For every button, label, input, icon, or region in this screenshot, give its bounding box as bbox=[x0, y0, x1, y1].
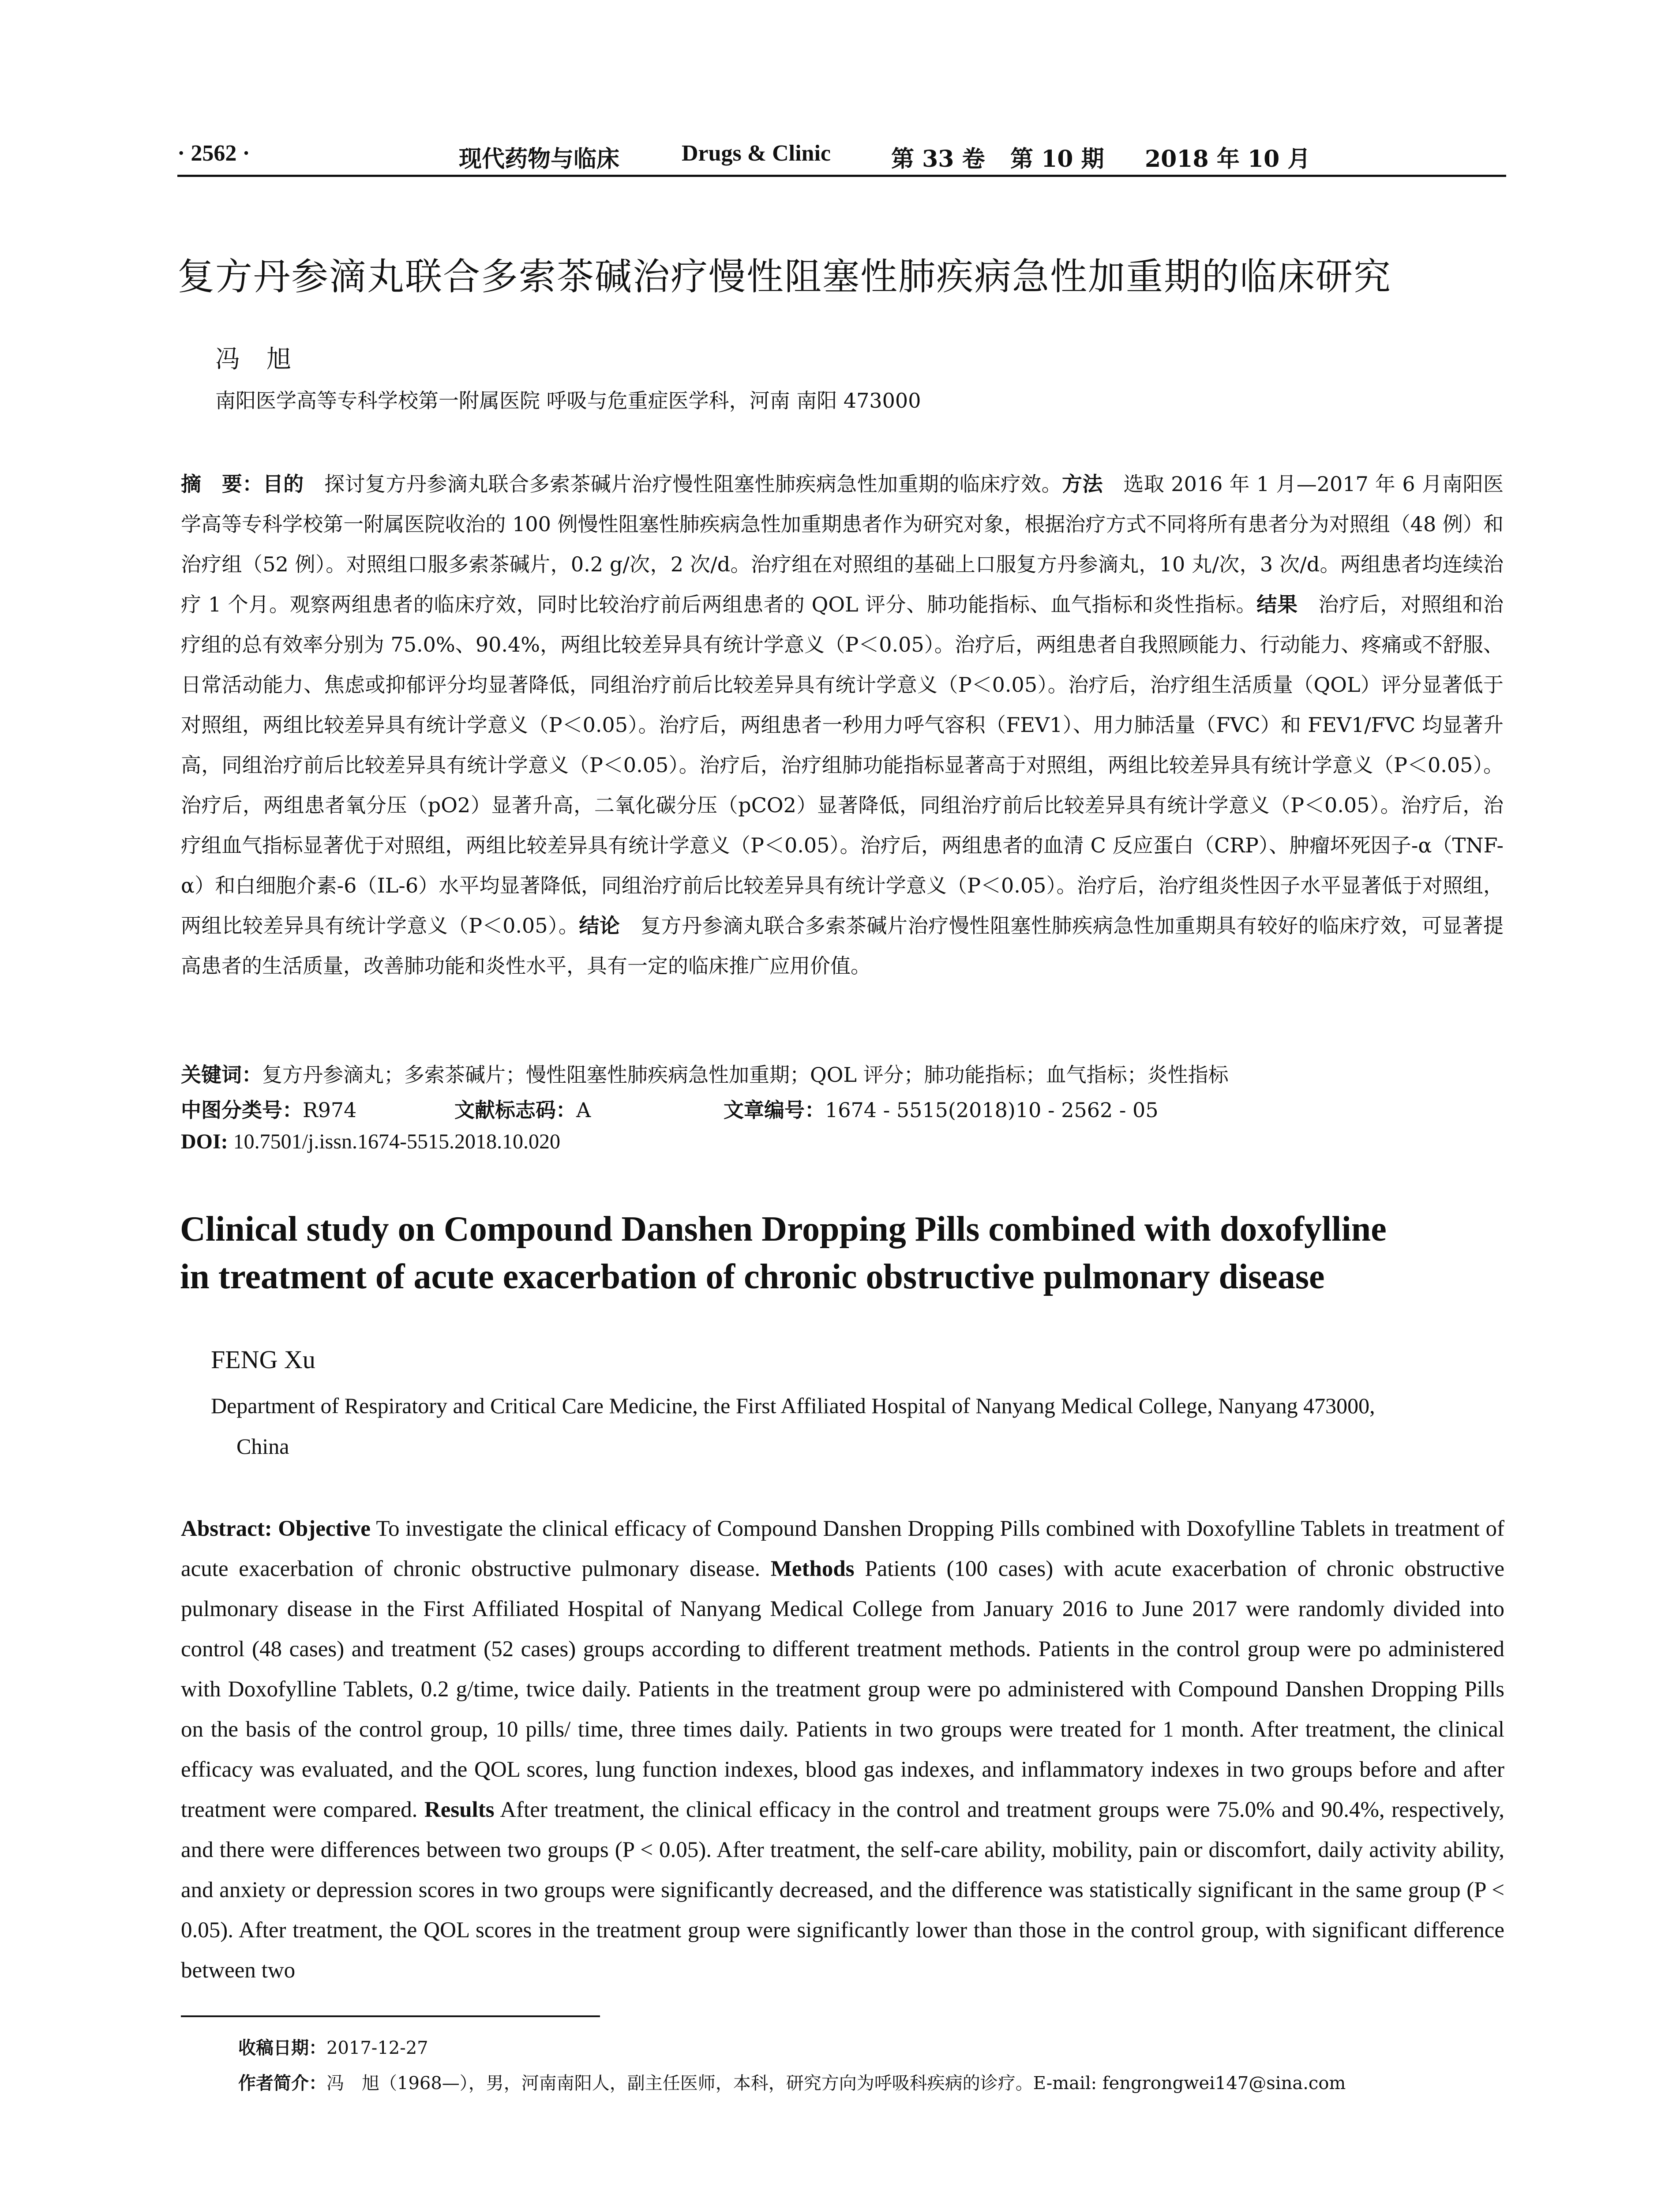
received-date bbox=[238, 2034, 428, 2059]
title-en-line1: Clinical study on Compound Danshen Dropping Pills combined with doxofylline bbox=[180, 1210, 1387, 1249]
journal-name-en: Drugs & Clinic bbox=[682, 141, 831, 166]
results-cn: 治疗后，对照组和治疗组的总有效率分别为 75.0%、90.4%，两组比较差异具有统计学意义（P＜0.05）。治疗后，两组患者自我照顾能力、行动能力、疼痛或不舒服、日常活动能力、焦虑或抑郁评分均显著降低，同组治疗前后比较差异具有统计学意义（P＜0.05）。治疗后，治疗组生活质量（QOL）评分显著低于对照组，两组比较差异具有统计学意义（P＜0.05）。治疗后，两组患者一秒用力呼气容积（FEV1）、用力肺活量（FVC）和 FEV1/FVC 均显著升高，同组治疗前后比较差异具有统计学意义（P＜0.05）。治疗后，治疗组肺功能指标显著高于对照组，两组比较差异具有统计学意义（P＜0.05）。治疗后，两组患者氧分压（pO2）显著升高，二氧化碳分压（pCO2）显著降低，同组治疗前后比较差异具有统计学意义（P＜0.05）。治疗后，治疗组血气指标显著优于对照组，两组比较差异具有统计学意义（P＜0.05）。治疗后，两组患者的血清 C 反应蛋白（CRP）、肿瘤坏死因子-α（TNF-α）和白细胞介素-6（IL-6）水平均显著降低，同组治疗前后比较差异具有统计学意义（P＜0.05）。治疗后，治疗组炎性因子水平显著低于对照组，两组比较差异具有统计学意义（P＜0.05）。 bbox=[181, 593, 1504, 938]
objective-label-en: Objective bbox=[278, 1516, 371, 1541]
bio-label: 作者简介： bbox=[238, 2073, 326, 2093]
affiliation-en-line1: Department of Respiratory and Critical Care Medicine, the First Affiliated Hospital of Nanyang Medical College, Nanyang 473000, bbox=[211, 1393, 1375, 1418]
doc-code-value: A bbox=[576, 1098, 591, 1122]
objective-en: To investigate the clinical efficacy of Compound Danshen Dropping Pills combined with Doxofylline Tablets in treatment of acute exacerbation of chronic obstructive pulmonary disease. bbox=[181, 1516, 1505, 1581]
received-value: 2017-12-27 bbox=[326, 2038, 428, 2058]
results-label-cn: 结果 bbox=[1256, 593, 1298, 616]
keywords-label-cn: 关键词： bbox=[181, 1063, 262, 1087]
conclusion-cn: 复方丹参滴丸联合多索茶碱片治疗慢性阻塞性肺疾病急性加重期具有较好的临床疗效，可显著提高患者的生活质量，改善肺功能和炎性水平，具有一定的临床推广应用价值。 bbox=[181, 914, 1504, 978]
clc-label: 中图分类号： bbox=[181, 1098, 303, 1122]
results-label-en: Results bbox=[424, 1797, 495, 1822]
keywords-cn bbox=[181, 1059, 1504, 1088]
methods-label-cn: 方法 bbox=[1062, 472, 1103, 496]
footnote-rule bbox=[181, 2015, 600, 2017]
abstract-cn bbox=[181, 464, 1504, 986]
results-en: After treatment, the clinical efficacy in the control and treatment groups were 75.0% and 90.4%, respectively, and there were differences between two groups (P < 0.05). After treatment, the self-care ability, mobility, pain or discomfort, daily activity ability, and anxiety or depression scores in two groups were significantly decreased, and the difference was statistically significant in the same group (P < 0.05). After treatment, the QOL scores in the treatment group were significantly lower than those in the control group, with significant difference between two bbox=[181, 1797, 1505, 1983]
author-en: FENG Xu bbox=[211, 1345, 315, 1374]
journal-volume: 第 33 卷 bbox=[891, 146, 985, 173]
doc-code-label: 文献标志码： bbox=[454, 1098, 576, 1122]
abstract-en bbox=[181, 1509, 1504, 1991]
keywords-value-cn: 复方丹参滴丸；多索茶碱片；慢性阻塞性肺疾病急性加重期；QOL 评分；肺功能指标；血气指标；炎性指标 bbox=[262, 1063, 1229, 1087]
abstract-label-cn: 摘 要： bbox=[181, 472, 263, 496]
article-no-value: 1674 - 5515(2018)10 - 2562 - 05 bbox=[825, 1098, 1159, 1122]
title-en-line2: in treatment of acute exacerbation of chronic obstructive pulmonary disease bbox=[180, 1257, 1325, 1296]
bio-value: 冯 旭（1968—），男，河南南阳人，副主任医师，本科，研究方向为呼吸科疾病的诊疗。E-mail: fengrongwei147@sina.com bbox=[326, 2073, 1346, 2093]
affiliation-en bbox=[211, 1385, 1508, 1467]
doi-value: 10.7501/j.issn.1674-5515.2018.10.020 bbox=[228, 1130, 561, 1153]
methods-cn: 选取 2016 年 1 月—2017 年 6 月南阳医学高等专科学校第一附属医院收治的 100 例慢性阻塞性肺疾病急性加重期患者作为研究对象，根据治疗方式不同将所有患者分为对照组（48 例）和治疗组（52 例）。对照组口服多索茶碱片，0.2 g/次，2 次/d。治疗组在对照组的基础上口服复方丹参滴丸，10 丸/次，3 次/d。两组患者均连续治疗 1 个月。观察两组患者的临床疗效，同时比较治疗前后两组患者的 QOL 评分、肺功能指标、血气指标和炎性指标。 bbox=[181, 472, 1504, 616]
article-title-en bbox=[180, 1205, 1508, 1301]
objective-cn: 探讨复方丹参滴丸联合多索茶碱片治疗慢性阻塞性肺疾病急性加重期的临床疗效。 bbox=[304, 472, 1062, 496]
conclusion-label-cn: 结论 bbox=[579, 914, 620, 938]
article-no-label: 文章编号： bbox=[724, 1098, 825, 1122]
affiliation-en-line2: China bbox=[236, 1434, 289, 1459]
methods-en: Patients (100 cases) with acute exacerbation of chronic obstructive pulmonary disease in the First Affiliated Hospital of Nanyang Medical College from January 2016 to June 2017 were randomly divided into control (48 cases) and treatment (52 cases) groups according to different treatment methods. Patients in the control group were po administered with Doxofylline Tablets, 0.2 g/time, twice daily. Patients in the treatment group were po administered with Compound Danshen Dropping Pills on the basis of the control group, 10 pills/ time, three times daily. Patients in two groups were treated for 1 month. After treatment, the clinical efficacy was evaluated, and the QOL scores, lung function indexes, blood gas indexes, and inflammatory indexes in two groups before and after treatment were compared. bbox=[181, 1557, 1504, 1822]
doi bbox=[181, 1129, 560, 1154]
classification-row bbox=[181, 1094, 1504, 1123]
author-cn: 冯旭 bbox=[215, 345, 318, 374]
header-rule bbox=[177, 175, 1506, 177]
abstract-label-en: Abstract: bbox=[181, 1516, 272, 1541]
affiliation-cn: 南阳医学高等专科学校第一附属医院 呼吸与危重症医学科，河南 南阳 473000 bbox=[215, 389, 921, 413]
doi-label: DOI: bbox=[181, 1130, 228, 1153]
received-label: 收稿日期： bbox=[238, 2038, 326, 2058]
journal-date: 2018 年 10 月 bbox=[1145, 146, 1311, 173]
objective-label-cn: 目的 bbox=[262, 472, 304, 496]
journal-name-cn: 现代药物与临床 bbox=[459, 146, 620, 173]
page-number: · 2562 · bbox=[177, 141, 250, 166]
author-bio bbox=[238, 2069, 1346, 2094]
methods-label-en: Methods bbox=[770, 1557, 855, 1581]
article-title-cn: 复方丹参滴丸联合多索茶碱治疗慢性阻塞性肺疾病急性加重期的临床研究 bbox=[177, 255, 1392, 298]
clc-value: R974 bbox=[303, 1098, 357, 1122]
journal-issue: 第 10 期 bbox=[1010, 146, 1104, 173]
